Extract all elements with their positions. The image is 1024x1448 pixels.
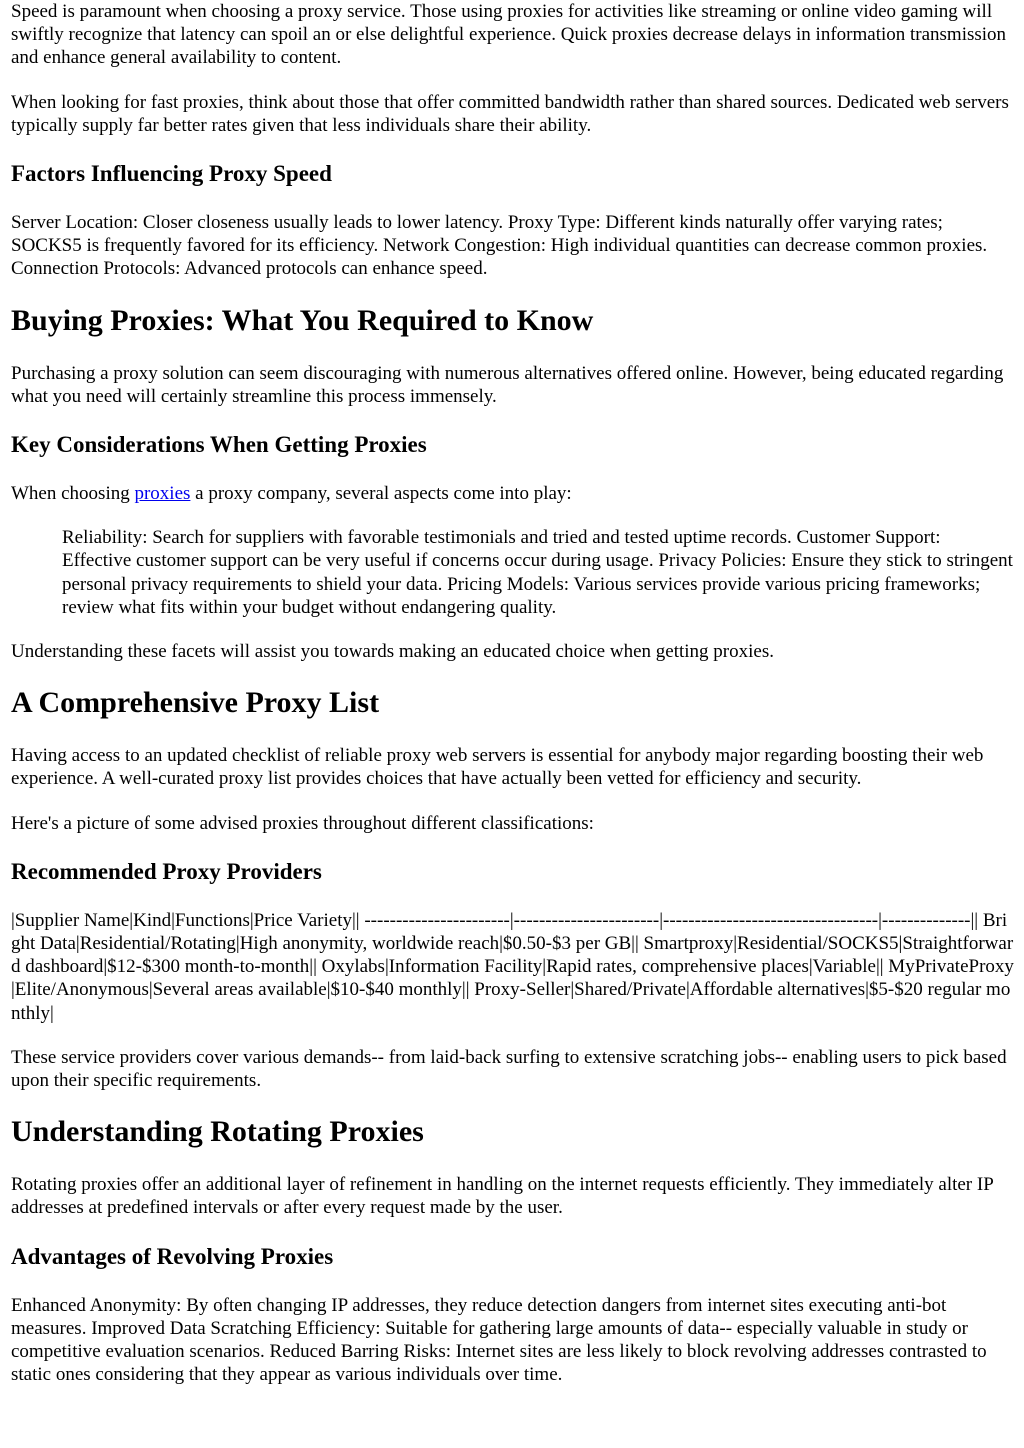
paragraph-providers: These service providers cover various demands-- from laid-back surfing to extensive scratching jobs-- enabling users to pick based upon their specific requirements. <box>11 1046 1007 1092</box>
paragraph-buying: Purchasing a proxy solution can seem discouraging with numerous alternatives offered online. However, being educated regarding what you need will certainly streamline this process immensely. <box>11 362 1004 407</box>
paragraph-provider-table: |Supplier Name|Kind|Functions|Price Variety|| -----------------------|-----------------------|----------------------------------|--------------|| Bright Data|Residential/Rotating|High anonymity, worldwide reach|$0.50-$3 per GB|| Smartproxy|Residential/SOCKS5|Straightforward dashboard|$12-$300 month-to-month|| Oxylabs|Information Facility|Rapid rates, comprehensive places|Variable|| MyPrivateProxy|Elite/Anonymous|Several areas available|$10-$40 monthly|| Proxy-Seller|Shared/Private|Affordable alternatives|$5-$20 regular monthly| <box>11 909 1014 1024</box>
paragraph-factors: Server Location: Closer closeness usually leads to lower latency. Proxy Type: Different kinds naturally offer varying rates; SOCKS5 is frequently favored for its efficiency. Network Congestion: High individual quantities can decrease common proxies. Connection Protocols: Advanced protocols can enhance speed. <box>11 212 988 280</box>
heading-buying: Buying Proxies: What You Required to Know <box>11 303 594 337</box>
heading-key-considerations: Key Considerations When Getting Proxies <box>11 432 427 458</box>
heading-advantages: Advantages of Revolving Proxies <box>11 1243 334 1269</box>
paragraph-fast-proxies: When looking for fast proxies, think about those that offer committed bandwidth rather than shared sources. Dedicated web servers typically supply far better rates given that less individuals share their ability. <box>11 91 1009 136</box>
paragraph-proxy-list: Having access to an updated checklist of reliable proxy web servers is essential for anybody major regarding boosting their web experience. A well-curated proxy list provides choices that have actually been vetted for efficiency and security. <box>11 745 984 790</box>
paragraph-key-after: a proxy company, several aspects come into play: <box>190 483 572 505</box>
heading-recommended: Recommended Proxy Providers <box>11 858 322 884</box>
paragraph-understanding: Understanding these facets will assist you towards making an educated choice when getting proxies. <box>11 641 774 663</box>
paragraph-picture: Here's a picture of some advised proxies throughout different classifications: <box>11 812 594 834</box>
paragraph-key <box>11 482 1014 505</box>
paragraph-advantages: Enhanced Anonymity: By often changing IP addresses, they reduce detection dangers from internet sites executing anti-bot measures. Improved Data Scratching Efficiency: Suitable for gathering large amounts of data-- especially valuable in study or competitive evaluation scenarios. Reduced Barring Risks: Internet sites are less likely to block revolving addresses contrasted to static ones considering that they appear as various individuals over time. <box>11 1294 987 1386</box>
paragraph-speed: Speed is paramount when choosing a proxy service. Those using proxies for activities like streaming or online video gaming will swiftly recognize that latency can spoil an or else delightful experience. Quick proxies decrease delays in information transmission and enhance general availability to content. <box>11 1 1007 69</box>
paragraph-rotating: Rotating proxies offer an additional layer of refinement in handling on the internet requests efficiently. They immediately alter IP addresses at predefined intervals or after every request made by the user. <box>11 1174 994 1219</box>
heading-factors: Factors Influencing Proxy Speed <box>11 161 332 187</box>
key-considerations-quote: Reliability: Search for suppliers with favorable testimonials and tried and tested uptime records. Customer Support: Effective customer support can be very useful if concerns occur during usage. Privacy Policies: Ensure they stick to stringent personal privacy requirements to shield your data. Pricing Models: Various services provide various pricing frameworks; review what fits within your budget without endangering quality. <box>62 527 1013 618</box>
paragraph-key-before: When choosing <box>11 483 135 505</box>
heading-rotating: Understanding Rotating Proxies <box>11 1115 424 1149</box>
heading-proxy-list: A Comprehensive Proxy List <box>11 686 380 720</box>
proxies-link[interactable]: proxies <box>134 483 191 505</box>
